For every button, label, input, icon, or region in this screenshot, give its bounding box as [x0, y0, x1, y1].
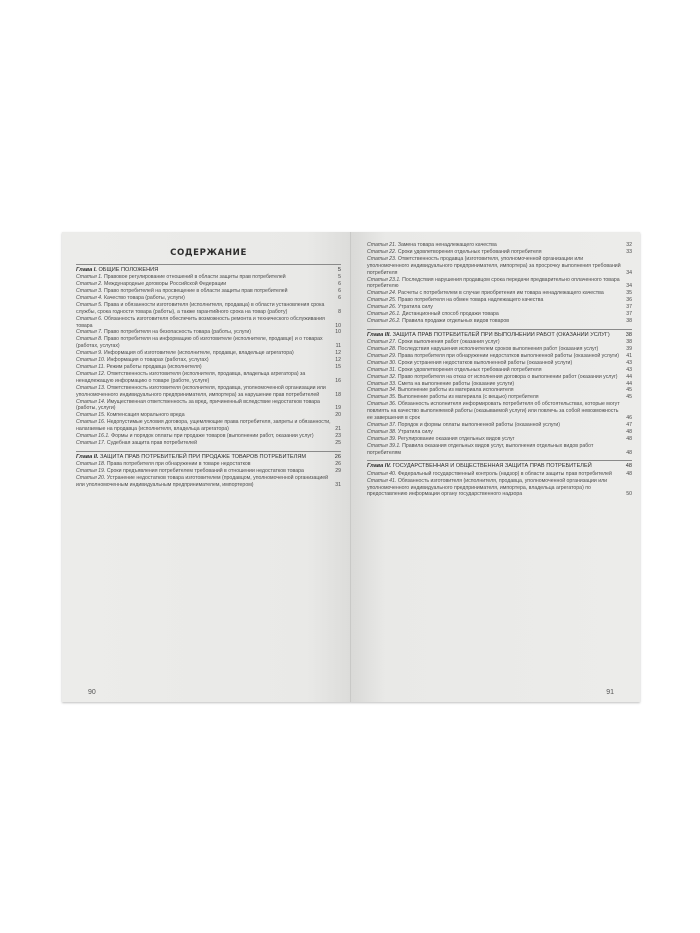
toc-entry: [367, 297, 632, 304]
toc-entry-title: Обязанность исполнителя информировать потребителя об обстоятельствах, которые могут повлиять на качество выполняемой работы (оказываемой услуги) или повлечь за собой невозможность ее завершения в срок: [367, 401, 620, 422]
toc-entry-text: [76, 433, 341, 440]
toc-entry-label: Глава III.: [367, 331, 391, 338]
toc-entry-text: [367, 394, 632, 401]
toc-entry-title: Обязанность изготовителя обеспечить возможность ремонта и технического обслуживания товара: [76, 315, 325, 329]
toc-entry-text: [76, 461, 341, 468]
toc-entry-title: Сроки удовлетворения отдельных требований потребителя: [397, 248, 542, 255]
toc-entry-title: Право потребителя на обмен товара надлежащего качества: [397, 297, 544, 304]
toc-entry-text: [76, 357, 341, 364]
toc-entry: [76, 433, 341, 440]
toc-page-number: 26: [334, 453, 341, 460]
toc-entry-title: Недопустимые условия договора, ущемляющие права потребителя, запреты и обязанности, налагаемые на продавца (исполнителя, владельца агрегатора): [76, 419, 331, 433]
toc-entry-title: Право потребителя на безопасность товара (работы, услуги): [103, 329, 252, 336]
toc-entry-text: [76, 440, 341, 447]
toc-entry: [367, 311, 632, 318]
toc-entry-label: Статья 35.: [367, 394, 397, 401]
toc-entry-label: Статья 1.: [76, 274, 103, 281]
open-book-spread: [62, 232, 640, 702]
toc-page-number: 34: [626, 283, 632, 290]
toc-entry-text: [76, 329, 341, 336]
toc-entry-label: Статья 26.2.: [367, 317, 401, 324]
toc-entry-label: Глава IV.: [367, 463, 392, 470]
toc-entry: [367, 367, 632, 374]
toc-entry-title: Права и обязанности изготовителя (исполнителя, продавца) в области установления срока службы, срока годности товара (работы), а также гарантийного срока на товар (работу): [76, 301, 325, 315]
toc-entry: [367, 394, 632, 401]
toc-entry-label: Статья 33.: [367, 380, 397, 387]
toc-entry: [367, 436, 632, 443]
toc-entry: [367, 422, 632, 429]
toc-entry-title: Выполнение работы из материала (с вещью) потребителя: [397, 394, 539, 401]
toc-entry-title: Сроки выполнения работ (оказания услуг): [397, 339, 500, 346]
toc-entry: [367, 374, 632, 381]
toc-entry-label: Статья 9.: [76, 350, 103, 357]
toc-entry-text: [367, 401, 632, 422]
toc-page-number: 8: [338, 308, 341, 315]
toc-entry-label: Статья 7.: [76, 329, 103, 336]
toc-entry: [76, 475, 341, 489]
toc-page-number: 35: [626, 290, 632, 297]
toc-entry-title: Формы и порядок оплаты при продаже товаров (выполнении работ, оказании услуг): [111, 433, 314, 440]
toc-page-number: 48: [626, 435, 632, 442]
toc-page-number: 6: [338, 288, 341, 295]
toc-page-number: 44: [626, 380, 632, 387]
right-page: [351, 232, 640, 702]
toc-entry: [76, 295, 341, 302]
toc-entry-text: [367, 387, 632, 394]
toc-entry-text: [367, 297, 632, 304]
toc-page-number: 34: [626, 269, 632, 276]
toc-page-number: 26: [335, 461, 341, 468]
toc-entry-text: [367, 332, 632, 339]
toc-page-number: 5: [338, 274, 341, 281]
toc-entry-text: [367, 436, 632, 443]
toc-entry-title: Правила продажи отдельных видов товаров: [402, 317, 509, 324]
toc-entry-text: [76, 412, 341, 419]
toc-title: СОДЕРЖАНИЕ: [170, 248, 247, 258]
toc-entry-label: Статья 27.: [367, 339, 397, 346]
toc-entry-title: Федеральный государственный контроль (надзор) в области защиты прав потребителей: [397, 470, 612, 477]
toc-entry: [76, 302, 341, 316]
toc-entry-text: [367, 311, 632, 318]
toc-page-number: 10: [335, 322, 341, 329]
toc-entry-text: [76, 419, 341, 433]
toc-page-number: 36: [626, 297, 632, 304]
toc-page-number: 20: [335, 412, 341, 419]
toc-entry-text: [76, 336, 341, 350]
toc-page-number: 43: [626, 366, 632, 373]
toc-entry: [76, 316, 341, 330]
toc-entry-label: Статья 12.: [76, 370, 106, 377]
toc-entry-title: Сроки предъявления потребителем требований в отношении недостатков товара: [106, 467, 304, 474]
toc-entry-text: [367, 367, 632, 374]
toc-entry-title: Ответственность продавца (изготовителя, уполномоченной организации или уполномоченного индивидуального предпринимателя, импортера) за просрочку выполнения требований потребителя: [367, 255, 621, 276]
toc-page-number: 39: [626, 345, 632, 352]
toc-entry-label: Статья 2.: [76, 281, 103, 288]
toc-entry: [76, 461, 341, 468]
toc-page-number: 48: [626, 449, 632, 456]
toc-entry-title: ЗАЩИТА ПРАВ ПОТРЕБИТЕЛЕЙ ПРИ ПРОДАЖЕ ТОВАРОВ ПОТРЕБИТЕЛЯМ: [100, 453, 307, 460]
toc-page-number: 31: [335, 481, 341, 488]
toc-entry: [367, 256, 632, 277]
toc-entry: [76, 440, 341, 447]
toc-entry-title: Право потребителей на просвещение в области защиты прав потребителей: [103, 288, 288, 295]
toc-entry-text: [76, 281, 341, 288]
toc-entry-title: ГОСУДАРСТВЕННАЯ И ОБЩЕСТВЕННАЯ ЗАЩИТА ПРАВ ПОТРЕБИТЕЛЕЙ: [392, 463, 592, 470]
toc-entry: [367, 478, 632, 499]
toc-entry-label: Статья 30.: [367, 359, 397, 366]
toc-entry: [367, 429, 632, 436]
toc-page-number: 25: [335, 439, 341, 446]
toc-entry-text: [76, 302, 341, 316]
toc-entry: [367, 249, 632, 256]
toc-entry: [367, 381, 632, 388]
toc-entry-label: Статья 22.: [367, 248, 397, 255]
toc-entry-label: Статья 29.: [367, 352, 397, 359]
toc-page-number: 48: [626, 428, 632, 435]
toc-entry-title: Режим работы продавца (исполнителя): [106, 363, 202, 370]
toc-entry-title: Выполнение работы из материала исполнителя: [397, 387, 514, 394]
toc-entry-title: Дистанционный способ продажи товара: [402, 311, 499, 318]
toc-entry-label: Статья 17.: [76, 439, 106, 446]
toc-page-number: 38: [626, 317, 632, 324]
toc-entry: [76, 468, 341, 475]
toc-page-number: 12: [335, 350, 341, 357]
toc-entry-text: [76, 385, 341, 399]
toc-entry-text: [76, 468, 341, 475]
toc-entry: [76, 329, 341, 336]
toc-entry-label: Статья 11.: [76, 363, 105, 370]
toc-entry-label: Статья 23.1.: [367, 276, 401, 283]
toc-entry-title: Правовое регулирование отношений в области защиты прав потребителей: [103, 274, 286, 281]
toc-entry: [76, 350, 341, 357]
toc-entry-text: [76, 454, 341, 461]
toc-entry-label: Статья 6.: [76, 315, 103, 322]
toc-entry-title: Право потребителя на отказ от исполнения договора о выполнении работ (оказании услуг): [397, 373, 618, 380]
toc-page-number: 48: [626, 470, 632, 477]
toc-entry-label: Статья 31.: [367, 366, 397, 373]
toc-entry-text: [76, 475, 341, 489]
toc-entry-title: Последствия нарушения продавцом срока передачи предварительно оплаченного товара потребителю: [367, 276, 620, 290]
right-toc-list: [367, 242, 632, 498]
toc-entry-title: Качество товара (работы, услуги): [103, 294, 185, 301]
toc-page-number: 47: [626, 421, 632, 428]
toc-entry-text: [367, 249, 632, 256]
toc-entry-title: Сроки удовлетворения отдельных требований потребителя: [397, 366, 542, 373]
page-number-left: 90: [88, 689, 96, 696]
toc-entry: [367, 401, 632, 422]
toc-page-number: 15: [335, 363, 341, 370]
toc-entry-text: [367, 478, 632, 499]
toc-entry: [367, 339, 632, 346]
toc-entry-text: [76, 371, 341, 385]
toc-entry-title: Правила оказания отдельных видов услуг, выполнения отдельных видов работ потребителям: [367, 442, 594, 456]
toc-entry-label: Статья 40.: [367, 470, 397, 477]
toc-entry-title: Смета на выполнение работы (оказание услуги): [397, 380, 515, 387]
toc-entry: [367, 353, 632, 360]
toc-entry: [76, 385, 341, 399]
toc-entry-text: [76, 288, 341, 295]
toc-chapter-heading: [367, 460, 632, 470]
toc-entry-title: Информация об изготовителе (исполнителе, продавце, владельце агрегатора): [103, 350, 294, 357]
toc-entry: [367, 346, 632, 353]
toc-entry: [76, 399, 341, 413]
toc-entry-label: Статья 10.: [76, 357, 106, 364]
toc-entry-text: [76, 399, 341, 413]
toc-page-number: 18: [335, 391, 341, 398]
toc-chapter-heading: [76, 264, 341, 274]
toc-page-number: 38: [626, 339, 632, 346]
toc-entry-text: [367, 346, 632, 353]
toc-entry-text: [76, 295, 341, 302]
toc-entry-text: [367, 256, 632, 277]
toc-page-number: 11: [335, 343, 341, 350]
toc-entry: [76, 288, 341, 295]
toc-entry-text: [367, 471, 632, 478]
page-number-right: 91: [606, 689, 614, 696]
toc-page-number: 16: [335, 377, 341, 384]
toc-page-number: 43: [626, 359, 632, 366]
toc-entry-label: Статья 8.: [76, 336, 103, 343]
toc-page-number: 5: [337, 267, 341, 273]
toc-entry-text: [367, 374, 632, 381]
toc-entry-label: Статья 23.: [367, 255, 397, 262]
toc-entry-label: Глава I.: [76, 267, 97, 273]
toc-entry: [367, 360, 632, 367]
toc-entry: [76, 336, 341, 350]
toc-entry-label: Статья 28.: [367, 345, 397, 352]
toc-entry: [367, 318, 632, 325]
toc-entry-label: Статья 41.: [367, 477, 397, 484]
toc-page-number: 45: [626, 394, 632, 401]
toc-entry-label: Статья 38.: [367, 428, 397, 435]
toc-entry-label: Статья 18.: [76, 461, 106, 468]
toc-page-number: 23: [335, 433, 341, 440]
toc-page-number: 29: [335, 467, 341, 474]
toc-entry: [76, 364, 341, 371]
toc-entry: [367, 290, 632, 297]
toc-entry-title: ОБЩИЕ ПОЛОЖЕНИЯ: [98, 267, 159, 273]
toc-page-number: 33: [626, 248, 632, 255]
toc-page-number: 6: [338, 281, 341, 288]
toc-entry-label: Глава II.: [76, 453, 99, 460]
toc-entry-text: [367, 242, 632, 249]
toc-entry-title: Утратила силу: [397, 304, 433, 311]
toc-entry-label: Статья 26.: [367, 304, 397, 311]
toc-entry-text: [367, 422, 632, 429]
toc-entry-title: Ответственность изготовителя (исполнителя, продавца, уполномоченной организации или уполномоченного индивидуального предпринимателя, импортера) за нарушение прав потребителей: [76, 384, 326, 398]
toc-entry-label: Статья 19.: [76, 467, 106, 474]
toc-page-number: 50: [626, 491, 632, 498]
toc-page-number: 10: [335, 329, 341, 336]
toc-chapter-heading: [367, 329, 632, 339]
toc-entry-title: Права потребителя при обнаружении в товаре недостатков: [106, 461, 251, 468]
toc-entry-title: Устранение недостатков товара изготовителем (продавцом, уполномоченной организацией или уполномоченным индивидуальным предпринимателем, импортером): [76, 474, 329, 488]
toc-entry-title: Международные договоры Российской Федерации: [103, 281, 227, 288]
toc-page-number: 32: [626, 242, 632, 248]
toc-page-number: 45: [626, 387, 632, 394]
toc-page-number: 41: [626, 352, 632, 359]
toc-entry-text: [367, 290, 632, 297]
toc-entry-label: Статья 5.: [76, 301, 103, 308]
toc-entry-label: Статья 37.: [367, 421, 397, 428]
toc-entry-label: Статья 16.1.: [76, 433, 110, 440]
toc-page-number: 6: [338, 294, 341, 301]
toc-entry-label: Статья 16.: [76, 419, 106, 426]
toc-page-number: 44: [626, 373, 632, 380]
toc-page-number: 12: [335, 357, 341, 364]
toc-entry-label: Статья 3.: [76, 288, 103, 295]
toc-entry: [367, 277, 632, 291]
toc-entry-title: Имущественная ответственность за вред, причиненный вследствие недостатков товара (работы, услуги): [76, 398, 320, 412]
toc-entry: [367, 242, 632, 249]
toc-entry: [76, 371, 341, 385]
toc-entry-text: [367, 318, 632, 325]
toc-page-number: 21: [335, 426, 341, 433]
toc-page-number: 46: [626, 415, 632, 422]
toc-entry-text: [367, 463, 632, 470]
toc-entry-text: [76, 350, 341, 357]
toc-page-number: 37: [626, 311, 632, 318]
left-toc-list: [76, 264, 341, 489]
toc-entry: [367, 387, 632, 394]
toc-entry-title: Регулирование оказания отдельных видов услуг: [397, 435, 515, 442]
toc-entry-label: Статья 26.1.: [367, 311, 401, 318]
toc-entry-label: Статья 32.: [367, 373, 397, 380]
toc-entry-label: Статья 15.: [76, 412, 106, 419]
left-page: [62, 232, 351, 702]
toc-entry-title: Последствия нарушения исполнителем сроков выполнения работ (оказания услуг): [397, 345, 599, 352]
toc-entry: [76, 281, 341, 288]
toc-entry-text: [367, 429, 632, 436]
toc-entry-label: Статья 20.: [76, 474, 106, 481]
toc-entry-label: Статья 34.: [367, 387, 397, 394]
toc-entry-label: Статья 14.: [76, 398, 106, 405]
toc-entry-title: Порядок и формы оплаты выполненной работы (оказанной услуги): [397, 421, 561, 428]
toc-entry-label: Статья 25.: [367, 297, 397, 304]
toc-entry-text: [367, 360, 632, 367]
toc-entry-title: Замена товара ненадлежащего качества: [397, 242, 497, 248]
toc-entry-title: Сроки устранения недостатков выполненной работы (оказанной услуги): [397, 359, 573, 366]
toc-entry-label: Статья 39.1.: [367, 442, 401, 449]
toc-entry-title: Ответственность изготовителя (исполнителя, продавца, владельца агрегатора) за ненадлежащую информацию о товаре (работе, услуге): [76, 370, 306, 384]
toc-page-number: 38: [625, 331, 632, 338]
toc-entry-label: Статья 13.: [76, 384, 106, 391]
toc-entry-title: Право потребителя на информацию об изготовителе (исполнителе, продавце) и о товарах (работах, услугах): [76, 336, 323, 350]
toc-entry: [76, 412, 341, 419]
toc-entry-text: [367, 339, 632, 346]
toc-entry-text: [76, 316, 341, 330]
toc-entry-title: ЗАЩИТА ПРАВ ПОТРЕБИТЕЛЕЙ ПРИ ВЫПОЛНЕНИИ РАБОТ (ОКАЗАНИИ УСЛУГ): [392, 331, 610, 338]
toc-entry-text: [367, 277, 632, 291]
toc-chapter-heading: [76, 451, 341, 461]
toc-entry-label: Статья 39.: [367, 435, 397, 442]
toc-entry-text: [367, 381, 632, 388]
toc-entry-title: Утратила силу: [397, 428, 433, 435]
toc-page-number: 19: [335, 405, 341, 412]
toc-entry-title: Права потребителя при обнаружении недостатков выполненной работы (оказанной услуги): [397, 352, 619, 359]
toc-entry: [367, 471, 632, 478]
toc-entry-label: Статья 21.: [367, 242, 397, 248]
toc-entry-text: [367, 353, 632, 360]
toc-entry-label: Статья 24.: [367, 290, 397, 297]
toc-entry-label: Статья 4.: [76, 294, 103, 301]
toc-page-number: 48: [625, 463, 632, 470]
toc-entry-text: [76, 364, 341, 371]
toc-page-number: 37: [626, 304, 632, 311]
toc-entry-title: Компенсация морального вреда: [106, 412, 185, 419]
toc-entry-text: [367, 443, 632, 457]
toc-entry: [367, 443, 632, 457]
toc-entry: [76, 419, 341, 433]
toc-entry: [76, 357, 341, 364]
toc-entry-title: Обязанность изготовителя (исполнителя, продавца, уполномоченной организации или уполномоченного индивидуального предпринимателя, импортера, владельца агрегатора) по предоставлению информации органу государственного надзора: [367, 477, 608, 498]
toc-entry-title: Расчеты с потребителем в случае приобретения им товара ненадлежащего качества: [397, 290, 604, 297]
toc-entry-title: Судебная защита прав потребителей: [106, 439, 198, 446]
toc-entry-title: Информация о товарах (работах, услугах): [106, 357, 209, 364]
toc-entry-label: Статья 36.: [367, 401, 397, 408]
